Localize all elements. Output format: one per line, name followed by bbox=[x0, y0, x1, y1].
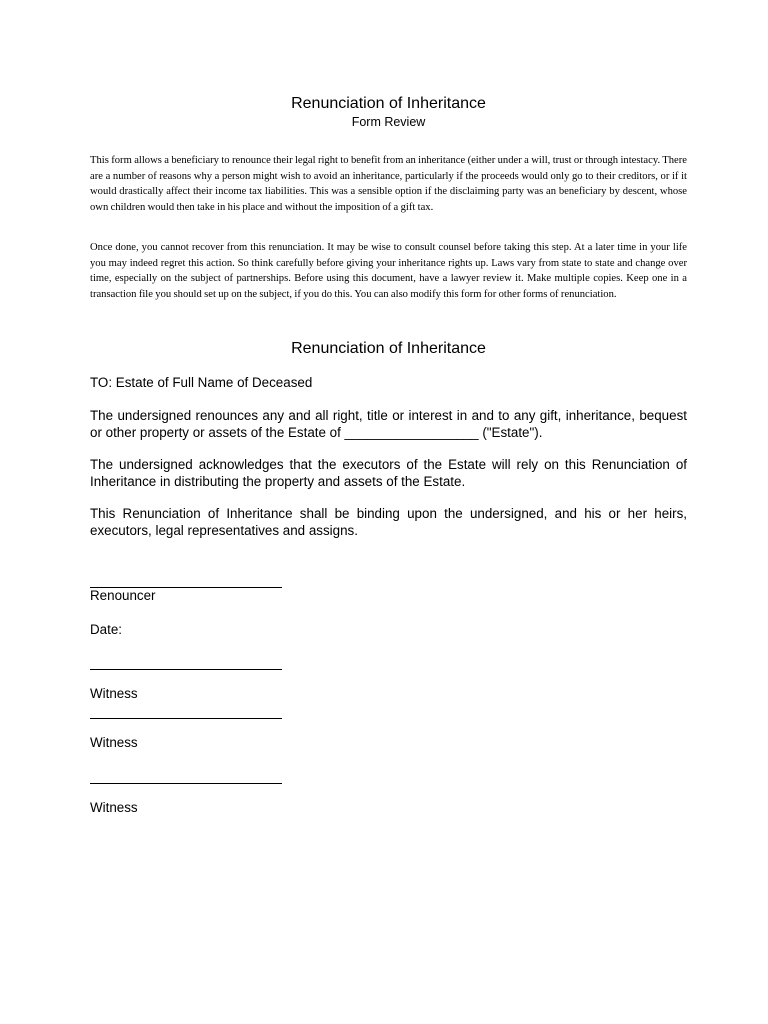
review-paragraph-1: This form allows a beneficiary to renounce their legal right to benefit from an inheritance (either under a will, trust or through intestacy. There are a number of reasons why a person might wish to avoid an inheritance, particularly if the proceeds would only go to their creditors, or if it would drastically affect their income tax liabilities. This was a sensible option if the disclaiming party was an beneficiary by descent, whose own children would then take in his place and without the imposition of a gift tax. bbox=[90, 155, 687, 214]
witness-3-signature-line[interactable] bbox=[90, 783, 282, 784]
form-paragraph-2: The undersigned acknowledges that the executors of the Estate will rely on this Renunciation of Inheritance in distributing the property and assets of the Estate. bbox=[90, 457, 687, 489]
review-subtitle: Form Review bbox=[351, 115, 426, 129]
addressee-line: TO: Estate of Full Name of Deceased bbox=[90, 375, 313, 390]
witness-1-label: Witness bbox=[90, 686, 138, 701]
witness-2-label: Witness bbox=[90, 735, 138, 750]
witness-2-signature-line[interactable] bbox=[90, 718, 282, 719]
form-title: Renunciation of Inheritance bbox=[291, 340, 486, 357]
witness-3-label: Witness bbox=[90, 800, 138, 815]
form-paragraph-3: This Renunciation of Inheritance shall be binding upon the undersigned, and his or her heirs, executors, legal representatives and assigns. bbox=[90, 506, 687, 538]
renouncer-label: Renouncer bbox=[90, 588, 156, 603]
form-paragraph-1: The undersigned renounces any and all right, title or interest in and to any gift, inheritance, bequest or other property or assets of the Estate of __________________ ("Estate"). bbox=[90, 408, 687, 440]
review-title: Renunciation of Inheritance bbox=[291, 95, 486, 112]
date-label: Date: bbox=[90, 622, 123, 637]
document-page bbox=[90, 0, 687, 1024]
witness-1-signature-line[interactable] bbox=[90, 669, 282, 670]
review-paragraph-2: Once done, you cannot recover from this renunciation. It may be wise to consult counsel before taking this step. At a later time in your life you may indeed regret this action. So think carefully before giving your inheritance rights up. Laws vary from state to state and change over time, especially on the subject of partnerships. Before using this document, have a lawyer review it. Make multiple copies. Keep one in a transaction file you should set up on the subject, if you do this. You can also modify this form for other forms of renunciation. bbox=[90, 242, 687, 301]
